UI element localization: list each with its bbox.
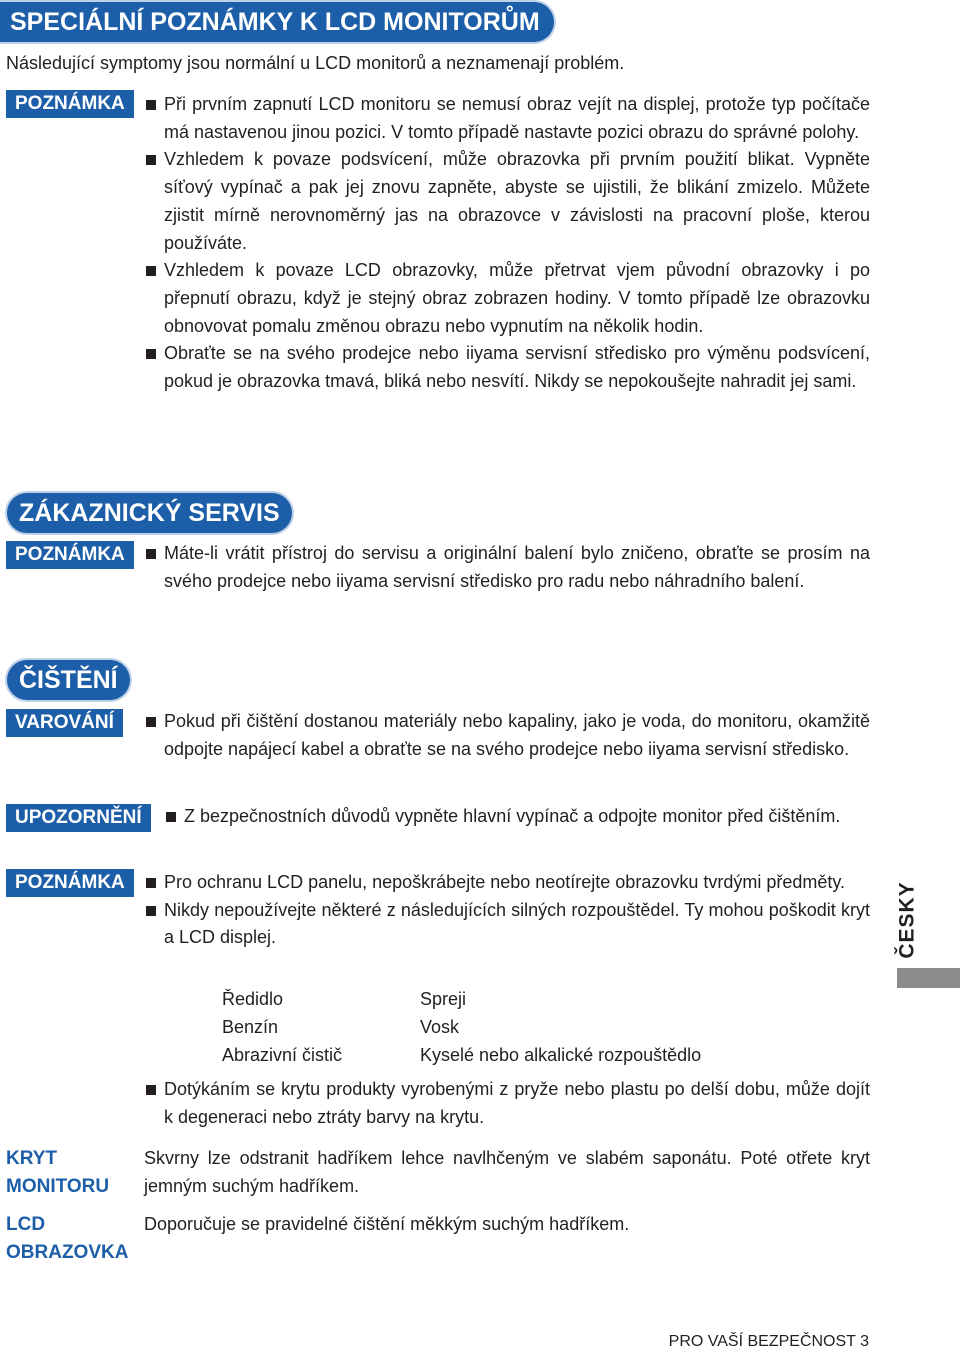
cover-label bbox=[6, 1145, 109, 1201]
solvent-table bbox=[222, 985, 702, 1069]
note-label-special: POZNÁMKA bbox=[6, 90, 134, 118]
page-footer: PRO VAŠÍ BEZPEČNOST 3 bbox=[668, 1333, 869, 1350]
list-item bbox=[146, 91, 870, 146]
bullet-square-icon bbox=[146, 1085, 156, 1095]
bullet-square-icon bbox=[146, 100, 156, 110]
solvent-cell: Spreji bbox=[420, 989, 467, 1009]
special-notes-list bbox=[146, 91, 870, 396]
lcd-text: Doporučuje se pravidelné čištění měkkým suchým hadříkem. bbox=[144, 1214, 630, 1234]
bullet-square-icon bbox=[146, 349, 156, 359]
lcd-label bbox=[6, 1211, 128, 1267]
list-item bbox=[146, 897, 870, 952]
warning-list bbox=[146, 708, 870, 763]
bullet-square-icon bbox=[146, 717, 156, 727]
language-side-tab bbox=[888, 875, 928, 965]
list-item bbox=[146, 340, 870, 395]
list-item-text: Obraťte se na svého prodejce nebo iiyama servisní středisko pro výměnu podsvícení, pokud je obrazovka tmavá, bliká nebo nesvítí. Nikdy se nepokoušejte nahradit jej sami. bbox=[164, 343, 870, 392]
special-notes-intro: Následující symptomy jsou normální u LCD monitorů a neznamenají problém. bbox=[6, 53, 625, 73]
list-item bbox=[146, 540, 870, 595]
solvent-cell: Vosk bbox=[420, 1017, 460, 1037]
bullet-square-icon bbox=[146, 549, 156, 559]
solvent-cell: Ředidlo bbox=[222, 989, 284, 1009]
solvent-cell: Benzín bbox=[222, 1017, 279, 1037]
list-item bbox=[166, 803, 870, 831]
list-item-text: Nikdy nepoužívejte některé z následujících silných rozpouštědel. Ty mohou poškodit kryt a LCD displej. bbox=[164, 899, 870, 948]
list-item-text: Máte-li vrátit přístroj do servisu a originální balení bylo zničeno, obraťte se prosím na svého prodejce nebo iiyama servisní středisko pro radu nebo náhradního balení. bbox=[164, 543, 870, 591]
list-item-text: Při prvním zapnutí LCD monitoru se nemusí obraz vejít na displej, protože typ počítače má nastavenou jinou pozici. V tomto případě nastavte pozici obrazu do správné polohy. bbox=[164, 94, 870, 142]
cleaning-notes-list-cont bbox=[146, 1076, 870, 1131]
section-title-cleaning: ČIŠTĚNÍ bbox=[7, 660, 130, 700]
bullet-square-icon bbox=[146, 906, 156, 916]
list-item bbox=[146, 146, 870, 257]
bullet-square-icon bbox=[166, 812, 176, 822]
language-side-bar bbox=[897, 968, 960, 988]
list-item-text: Vzhledem k povaze LCD obrazovky, může přetrvat vjem původní obrazovky i po přepnutí obrazu, když je stejný obraz zobrazen hodiny. V tomto případě lze obrazovku obnovovat pomalu změnou obrazu nebo vypnutím na několik hodin. bbox=[164, 260, 870, 336]
cover-label-line: KRYT bbox=[6, 1148, 58, 1169]
list-item-text: Vzhledem k povaze podsvícení, může obrazovka při prvním použití blikat. Vypněte síťový vypínač a pak jej znovu zapněte, abyste se ujistili, že blikání zmizelo. Můžete zjistit mírně nerovnoměrný jas na obrazovce v závislosti na pracovní ploše, kterou používáte. bbox=[164, 149, 870, 253]
table-row bbox=[222, 1041, 702, 1069]
list-item bbox=[146, 708, 870, 763]
cover-label-line: MONITORU bbox=[6, 1176, 110, 1197]
cleaning-notes-list bbox=[146, 869, 870, 952]
solvent-cell: Kyselé nebo alkalické rozpouštědlo bbox=[420, 1045, 702, 1065]
section-title-customer-service: ZÁKAZNICKÝ SERVIS bbox=[7, 493, 292, 533]
language-side-tab-label: ČESKY bbox=[896, 881, 920, 959]
note-label-cleaning: POZNÁMKA bbox=[6, 869, 134, 897]
list-item-text: Pokud při čištění dostanou materiály nebo kapaliny, jako je voda, do monitoru, okamžitě odpojte napájecí kabel a obraťte se na svého prodejce nebo iiyama servisní středisko. bbox=[164, 711, 870, 759]
solvent-cell: Abrazivní čistič bbox=[222, 1045, 343, 1065]
bullet-square-icon bbox=[146, 155, 156, 165]
bullet-square-icon bbox=[146, 878, 156, 888]
caution-label: UPOZORNĚNÍ bbox=[6, 804, 151, 832]
caution-list bbox=[166, 803, 870, 831]
warning-label: VAROVÁNÍ bbox=[6, 709, 123, 737]
list-item bbox=[146, 869, 870, 897]
list-item-text: Pro ochranu LCD panelu, nepoškrábejte nebo neotírejte obrazovku tvrdými předměty. bbox=[164, 872, 846, 892]
bullet-square-icon bbox=[146, 266, 156, 276]
note-label-service: POZNÁMKA bbox=[6, 541, 134, 569]
lcd-label-line: OBRAZOVKA bbox=[6, 1242, 129, 1263]
list-item-text: Dotýkáním se krytu produkty vyrobenými z pryže nebo plastu po delší dobu, může dojít k degeneraci nebo ztráty barvy na krytu. bbox=[164, 1079, 870, 1127]
service-notes-list bbox=[146, 540, 870, 595]
lcd-label-line: LCD bbox=[6, 1214, 46, 1235]
list-item-text: Z bezpečnostních důvodů vypněte hlavní vypínač a odpojte monitor před čištěním. bbox=[184, 806, 841, 826]
cover-text: Skvrny lze odstranit hadříkem lehce navlhčeným ve slabém saponátu. Poté otřete kryt jemným suchým hadříkem. bbox=[144, 1148, 870, 1196]
table-row bbox=[222, 1013, 460, 1041]
list-item bbox=[146, 1076, 870, 1131]
table-row bbox=[222, 985, 467, 1013]
list-item bbox=[146, 257, 870, 340]
section-title-special-notes: SPECIÁLNÍ POZNÁMKY K LCD MONITORŮM bbox=[0, 2, 554, 42]
